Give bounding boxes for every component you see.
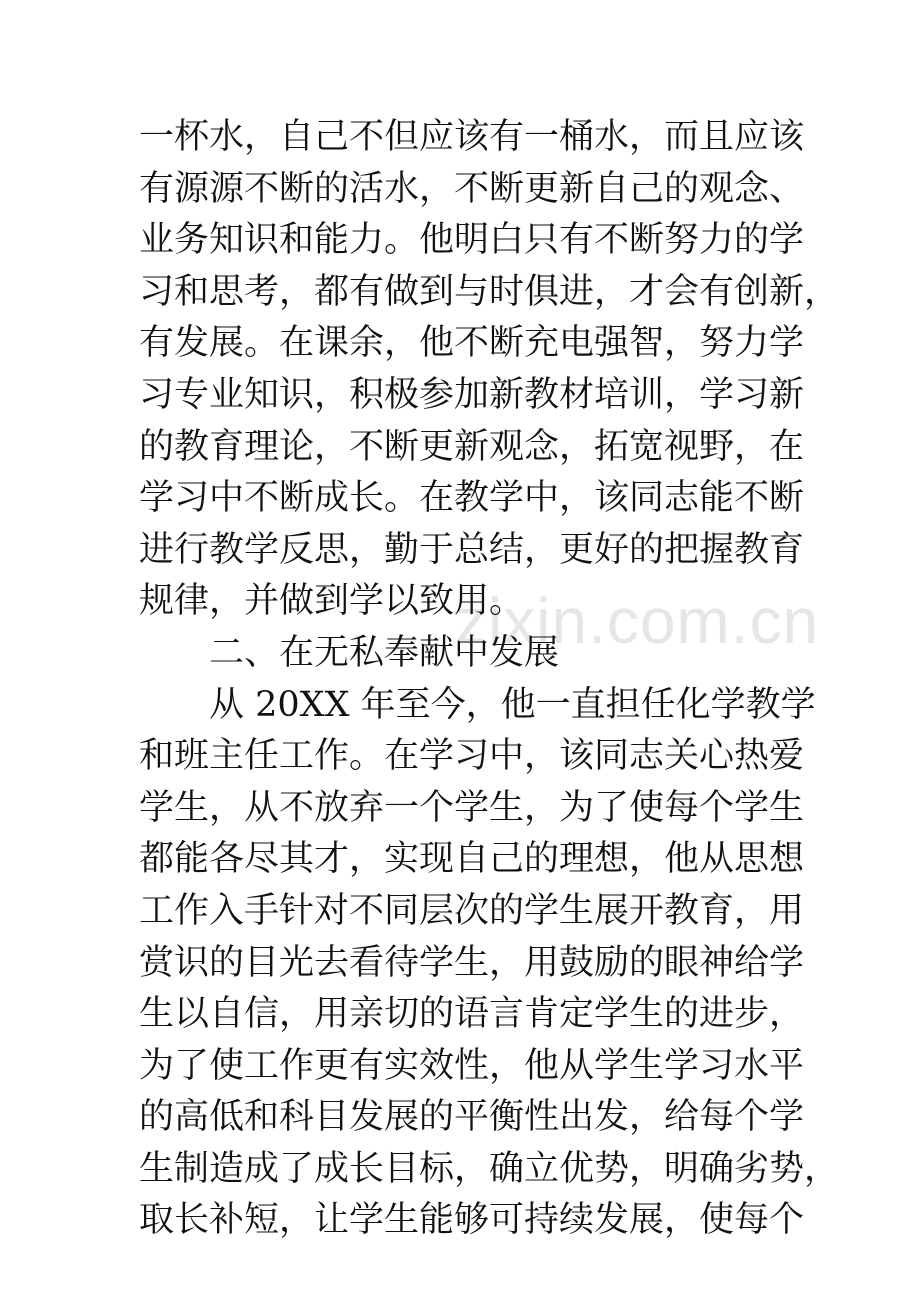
text-line: 习专业知识，积极参加新教材培训，学习新 (139, 374, 805, 415)
text-line: 生以自信，用亲切的语言肯定学生的进步， (139, 994, 805, 1035)
text-line: 习和思考，都有做到与时俱进，才会有创新， (139, 271, 840, 312)
text-line: 和班主任工作。在学习中，该同志关心热爱 (139, 736, 805, 777)
paragraph-start-line: 从 20XX 年至今，他一直担任化学教学 (209, 684, 816, 725)
text-line: 有源源不断的活水，不断更新自己的观念、 (139, 168, 805, 209)
text-line: 学生，从不放弃一个学生，为了使每个学生 (139, 787, 805, 828)
text-line: 赏识的目光去看待学生，用鼓励的眼神给学 (139, 942, 805, 983)
text-line: 学习中不断成长。在教学中，该同志能不断 (139, 478, 805, 519)
text-line: 取长补短，让学生能够可持续发展，使每个 (139, 1200, 805, 1241)
text-line: 规律，并做到学以致用。 (139, 581, 525, 622)
text-line: 有发展。在课余，他不断充电强智，努力学 (139, 323, 805, 364)
watermark: zixin.com.cn (455, 585, 820, 657)
text-line: 一杯水，自己不但应该有一桶水，而且应该 (139, 117, 805, 157)
text-line: 工作入手针对不同层次的学生展开教育，用 (139, 890, 805, 931)
body-text (139, 112, 840, 1247)
text-line: 的高低和科目发展的平衡性出发，给每个学 (139, 1097, 805, 1138)
text-line: 的教育理论，不断更新观念，拓宽视野，在 (139, 426, 805, 467)
text-line: 进行教学反思，勤于总结，更好的把握教育 (139, 529, 805, 570)
text-line: 业务知识和能力。他明白只有不断努力的学 (139, 220, 805, 261)
text-line: 都能各尽其才，实现自己的理想，他从思想 (139, 839, 805, 880)
section-heading: 二、在无私奉献中发展 (209, 632, 560, 673)
text-line: 为了使工作更有实效性，他从学生学习水平 (139, 1045, 805, 1086)
text-line: 生制造成了成长目标，确立优势，明确劣势， (139, 1148, 840, 1189)
